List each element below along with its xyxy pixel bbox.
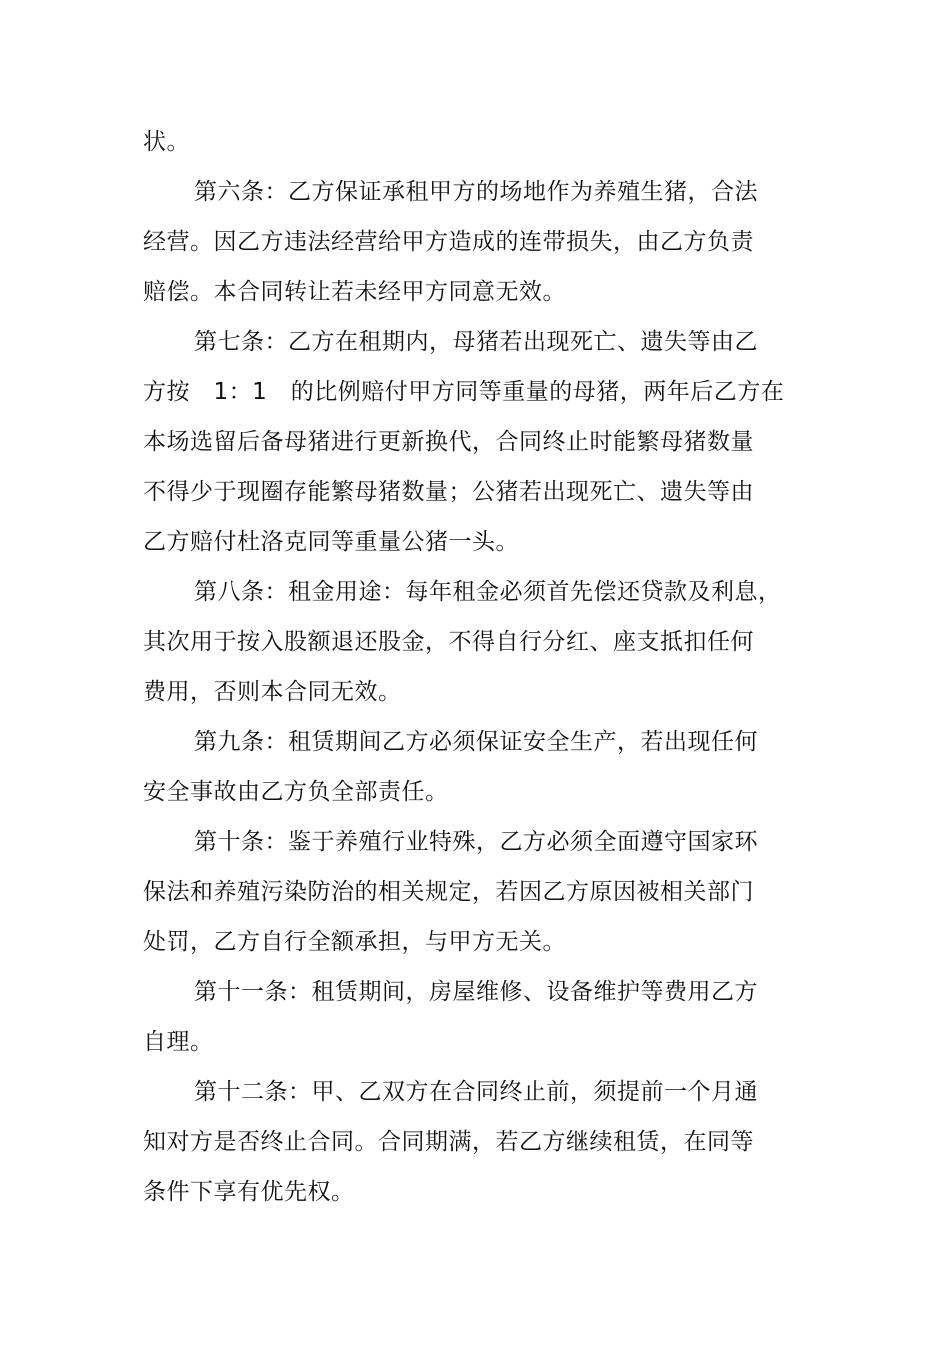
text-line: 费用，否则本合同无效。 <box>143 679 402 705</box>
text-line: 自理。 <box>143 1029 214 1055</box>
text-line: 不得少于现圈存能繁母猪数量；公猪若出现死亡、遗失等由 <box>143 479 754 505</box>
text-line: 保法和养殖污染防治的相关规定，若因乙方原因被相关部门 <box>143 879 754 905</box>
text-line: 状。 <box>143 129 190 155</box>
text-line: 本场选留后备母猪进行更新换代，合同终止时能繁母猪数量 <box>143 429 754 455</box>
article-10-line: 第十条：鉴于养殖行业特殊，乙方必须全面遵守国家环 <box>194 829 758 855</box>
article-11-line: 第十一条：租赁期间，房屋维修、设备维护等费用乙方 <box>194 979 758 1005</box>
text-line: 乙方赔付杜洛克同等重量公猪一头。 <box>143 529 519 555</box>
article-9-line: 第九条：租赁期间乙方必须保证安全生产，若出现任何 <box>194 729 758 755</box>
text-line: 赔偿。本合同转让若未经甲方同意无效。 <box>143 279 566 305</box>
text-line: 知对方是否终止合同。合同期满，若乙方继续租赁，在同等 <box>143 1129 754 1155</box>
article-12-line: 第十二条：甲、乙双方在合同终止前，须提前一个月通 <box>194 1079 758 1105</box>
text-line: 处罚，乙方自行全额承担，与甲方无关。 <box>143 929 566 955</box>
text-line: 条件下享有优先权。 <box>143 1179 355 1205</box>
text-line: 方按 1：1 的比例赔付甲方同等重量的母猪，两年后乙方在 <box>143 379 785 405</box>
text-line: 安全事故由乙方负全部责任。 <box>143 779 449 805</box>
article-8-line: 第八条：租金用途：每年租金必须首先偿还贷款及利息， <box>194 579 782 605</box>
text-line: 经营。因乙方违法经营给甲方造成的连带损失，由乙方负责 <box>143 229 754 255</box>
article-6-line: 第六条：乙方保证承租甲方的场地作为养殖生猪，合法 <box>194 179 758 205</box>
text-line: 其次用于按入股额退还股金，不得自行分红、座支抵扣任何 <box>143 629 754 655</box>
article-7-line: 第七条：乙方在租期内，母猪若出现死亡、遗失等由乙 <box>194 329 758 355</box>
